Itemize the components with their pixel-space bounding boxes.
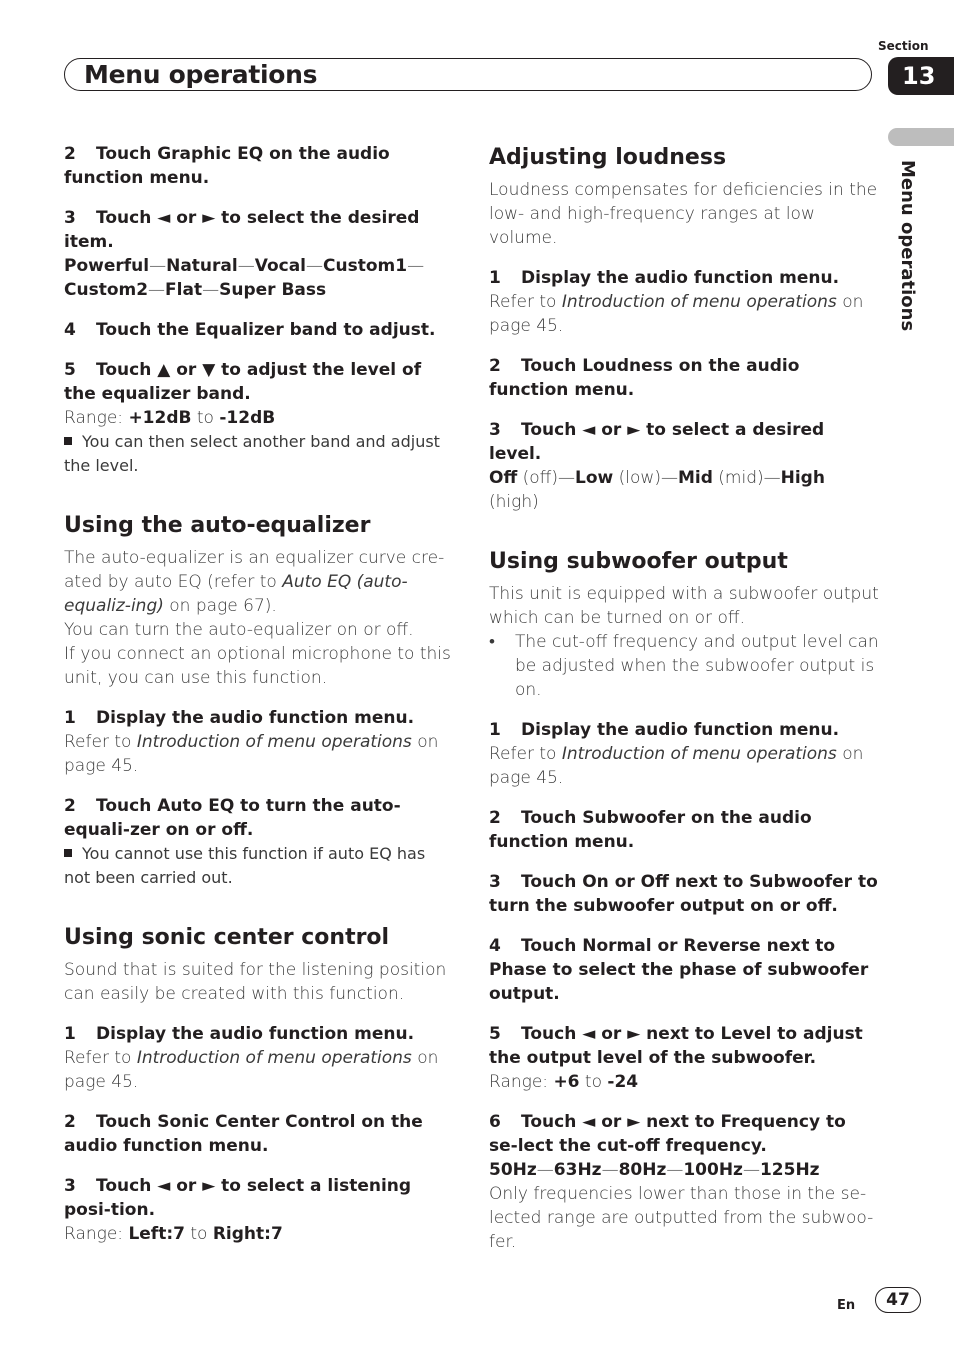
frequency-note: Only frequencies lower than those in the se-lected range are outputted from the subwoo-fer. xyxy=(489,1184,874,1252)
step-subwoofer-phase: 4 Touch Normal or Reverse next to Phase to select the phase of subwoofer output. xyxy=(489,936,869,1004)
step-subwoofer-onoff: 3 Touch On or Off next to Subwoofer to turn the subwoofer output on or off. xyxy=(489,872,878,916)
sonic-intro: Sound that is suited for the listening position can easily be created with this function. xyxy=(64,960,447,1004)
language-label: En xyxy=(837,1298,856,1313)
heading-subwoofer: Using subwoofer output xyxy=(489,549,788,574)
refer-text: Refer to Introduction of menu operations on page 45. xyxy=(64,1048,439,1092)
eq-range: Range: +12dB to -12dB xyxy=(64,408,276,428)
refer-text: Refer to Introduction of menu operations on page 45. xyxy=(489,744,864,788)
step-sonic-center: 2 Touch Sonic Center Control on the audio function menu. xyxy=(64,1112,423,1156)
step-subwoofer-level: 5 Touch ◄ or ► next to Level to adjust the output level of the subwoofer. xyxy=(489,1024,863,1068)
side-tab-marker xyxy=(888,128,954,146)
side-section-label: Menu operations xyxy=(897,160,918,332)
step-loudness: 2 Touch Loudness on the audio function menu. xyxy=(489,356,800,400)
note-eq-band: You can then select another band and adjust the level. xyxy=(64,432,440,475)
page-title: Menu operations xyxy=(84,60,318,89)
sonic-range: Range: Left:7 to Right:7 xyxy=(64,1224,283,1244)
step-graphic-eq: 2 Touch Graphic EQ on the audio function menu. xyxy=(64,144,390,188)
bullet-dot-icon: • xyxy=(489,632,495,652)
loudness-intro: Loudness compensates for deficiencies in the low- and high-frequency ranges at low volume. xyxy=(489,180,878,248)
right-column xyxy=(489,142,879,1254)
auto-eq-mic-text: If you connect an optional microphone to this unit, you can use this function. xyxy=(64,644,451,688)
step-select-item: 3 Touch ◄ or ► to select the desired item. xyxy=(64,208,420,252)
step-subwoofer-menu: 2 Touch Subwoofer on the audio function menu. xyxy=(489,808,812,852)
note-square-icon xyxy=(64,849,72,857)
refer-text: Refer to Introduction of menu operations on page 45. xyxy=(64,732,439,776)
refer-text: Refer to Introduction of menu operations on page 45. xyxy=(489,292,864,336)
subwoofer-intro: This unit is equipped with a subwoofer output which can be turned on or off. xyxy=(489,584,879,628)
eq-preset-list: Powerful—Natural—Vocal—Custom1— Custom2—Flat—Super Bass xyxy=(64,256,425,300)
left-column xyxy=(64,142,454,1246)
loudness-levels: Off (off)—Low (low)—Mid (mid)—High (high) xyxy=(489,468,825,512)
page-number: 47 xyxy=(875,1287,921,1313)
step-display-menu: 1 Display the audio function menu. xyxy=(64,708,415,728)
subwoofer-bullet: • The cut-off frequency and output level can be adjusted when the subwoofer output is on. xyxy=(489,632,879,700)
note-square-icon xyxy=(64,437,72,445)
frequency-list: 50Hz—63Hz—80Hz—100Hz—125Hz xyxy=(489,1160,820,1180)
subwoofer-range: Range: +6 to -24 xyxy=(489,1072,639,1092)
section-label: Section xyxy=(878,39,929,53)
step-listening-position: 3 Touch ◄ or ► to select a listening posi-tion. xyxy=(64,1176,412,1220)
heading-sonic-center: Using sonic center control xyxy=(64,925,390,950)
heading-auto-equalizer: Using the auto-equalizer xyxy=(64,513,371,538)
note-auto-eq: You cannot use this function if auto EQ has not been carried out. xyxy=(64,844,426,887)
step-auto-eq-toggle: 2 Touch Auto EQ to turn the auto-equali-zer on or off. xyxy=(64,796,401,840)
step-display-menu: 1 Display the audio function menu. xyxy=(489,268,840,288)
step-equalizer-band: 4 Touch the Equalizer band to adjust. xyxy=(64,320,436,340)
section-number-badge: 13 xyxy=(888,57,954,95)
auto-eq-toggle-text: You can turn the auto-equalizer on or off. xyxy=(64,620,414,640)
step-display-menu: 1 Display the audio function menu. xyxy=(489,720,840,740)
step-adjust-level: 5 Touch ▲ or ▼ to adjust the level of the equalizer band. xyxy=(64,360,422,404)
heading-loudness: Adjusting loudness xyxy=(489,145,727,170)
step-display-menu: 1 Display the audio function menu. xyxy=(64,1024,415,1044)
auto-eq-intro: The auto-equalizer is an equalizer curve cre-ated by auto EQ (refer to Auto EQ (auto-equaliz-ing) on page 67). xyxy=(64,548,445,616)
step-subwoofer-frequency: 6 Touch ◄ or ► next to Frequency to se-lect the cut-off frequency. xyxy=(489,1112,846,1156)
step-loudness-level: 3 Touch ◄ or ► to select a desired level. xyxy=(489,420,825,464)
